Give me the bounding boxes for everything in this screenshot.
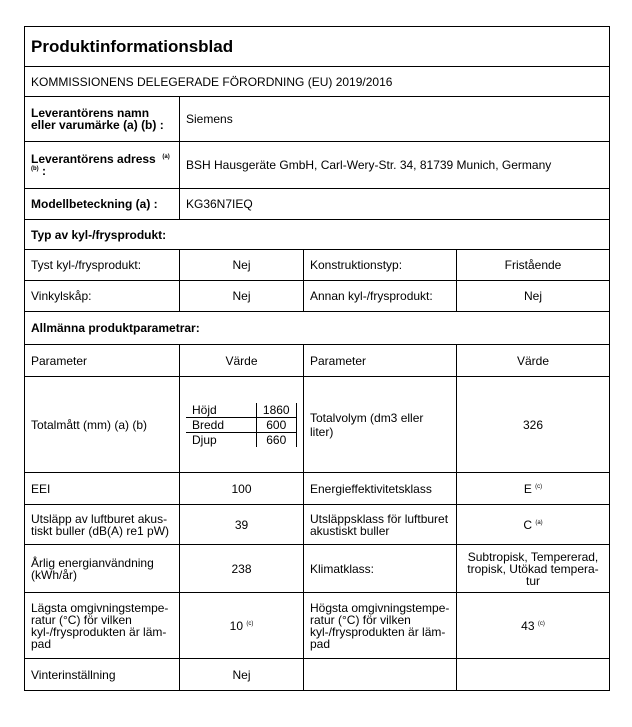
eei-label: EEI [25, 473, 180, 505]
height-label: Höjd [186, 403, 256, 418]
column-header-value: Värde [180, 345, 304, 377]
supplier-address-value: BSH Hausgeräte GmbH, Carl-Wery-Str. 34, 81739 Munich, Germany [180, 142, 610, 189]
dimensions-label: Totalmått (mm) (a) (b) [25, 377, 180, 473]
other-product-value: Nej [457, 281, 610, 312]
climate-class-label: Klimatklass: [304, 545, 457, 593]
depth-label: Djup [186, 432, 256, 447]
annual-energy-value: 238 [180, 545, 304, 593]
other-product-label: Annan kyl-/frysprodukt: [304, 281, 457, 312]
winter-setting-value: Nej [180, 659, 304, 691]
supplier-name-label: Leverantörens namn eller varumärke (a) (b) : [25, 97, 180, 142]
noise-emission-label: Utsläpp av luftburet akus-tiskt buller (dB(A) re1 pW) [25, 505, 180, 545]
dimensions-subtable-cell [180, 377, 304, 473]
noise-class-value: C $^{(a)}$ [457, 505, 610, 545]
column-header-value-2: Värde [457, 345, 610, 377]
column-header-parameter: Parameter [25, 345, 180, 377]
energy-class-label: Energieffektivitetsklass [304, 473, 457, 505]
wine-cooler-value: Nej [180, 281, 304, 312]
height-value: 1860 [256, 403, 297, 418]
model-value: KG36N7IEQ [180, 189, 610, 220]
max-ambient-temp-label: Högsta omgivningstempe-ratur (°C) för vilken kyl-/frysprodukten är läm-pad [304, 593, 457, 659]
min-ambient-temp-label: Lägsta omgivningstempe-ratur (°C) för vilken kyl-/frysprodukten är läm-pad [25, 593, 180, 659]
annual-energy-label: Årlig energianvändning (kWh/år) [25, 545, 180, 593]
quiet-value: Nej [180, 250, 304, 281]
winter-setting-label: Vinterinställning [25, 659, 180, 691]
width-value: 600 [256, 417, 297, 432]
climate-class-value: Subtropisk, Tempererad, tropisk, Utökad tempera-tur [457, 545, 610, 593]
general-parameters-heading: Allmänna produktparametrar: [25, 312, 610, 345]
energy-class-value: E $^{(c)}$ [457, 473, 610, 505]
max-ambient-temp-value: 43 $^{(c)}$ [457, 593, 610, 659]
model-label: Modellbeteckning (a) : [25, 189, 180, 220]
total-volume-value: 326 [457, 377, 610, 473]
total-volume-label: Totalvolym (dm3 eller liter) [304, 377, 457, 473]
supplier-name-value: Siemens [180, 97, 610, 142]
width-label: Bredd [186, 417, 256, 432]
noise-class-label: Utsläppsklass för luftburet akustiskt buller [304, 505, 457, 545]
empty-cell [457, 659, 610, 691]
supplier-address-label: Leverantörens adress $^{(a)}$ $^{(b)}$ : [25, 142, 180, 189]
product-information-sheet [24, 26, 610, 691]
depth-value: 660 [256, 432, 297, 447]
construction-value: Fristående [457, 250, 610, 281]
page-title: Produktinformationsblad [25, 27, 610, 67]
wine-cooler-label: Vinkylskåp: [25, 281, 180, 312]
min-ambient-temp-value: 10 $^{(c)}$ [180, 593, 304, 659]
regulation-reference: KOMMISSIONENS DELEGERADE FÖRORDNING (EU) 2019/2016 [25, 67, 610, 97]
quiet-label: Tyst kyl-/frysprodukt: [25, 250, 180, 281]
noise-emission-value: 39 [180, 505, 304, 545]
dimensions-subtable [186, 403, 297, 447]
eei-value: 100 [180, 473, 304, 505]
product-type-heading: Typ av kyl-/frysprodukt: [25, 220, 610, 250]
column-header-parameter-2: Parameter [304, 345, 457, 377]
construction-label: Konstruktionstyp: [304, 250, 457, 281]
empty-cell [304, 659, 457, 691]
